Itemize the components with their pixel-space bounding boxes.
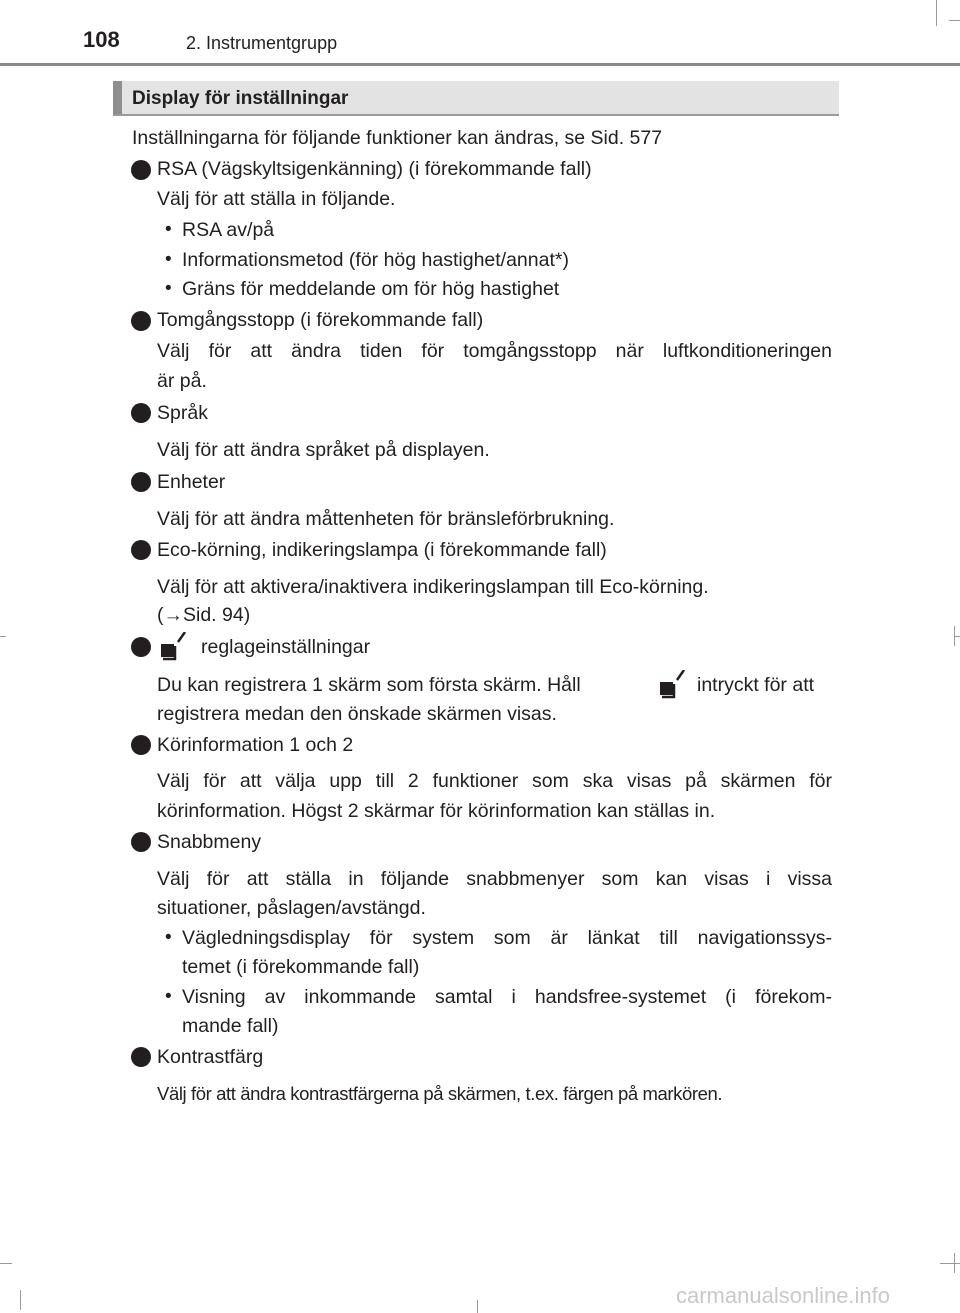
item-idle-title: Tomgångsstopp (i förekommande fall) [157,309,484,331]
item-switch-desc-line1b: intryckt för att [697,674,815,696]
item-idle-desc-line2: är på. [157,370,207,392]
bullet-icon [131,472,151,492]
crop-mark [20,1290,21,1310]
item-quick-menu-sub2-line1: Visning av inkommande samtal i handsfree-systemet (i förekom- [182,986,832,1008]
item-drive-info-desc-line2: körinformation. Högst 2 skärmar för körinformation kan ställas in. [157,800,716,822]
bullet-icon [131,540,151,560]
sub-bullet: • [165,249,172,270]
item-rsa-desc: Välj för att ställa in följande. [157,188,396,210]
item-eco-desc-line2: (→Sid. 94) [157,604,251,626]
item-drive-info-desc-line1: Välj för att välja upp till 2 funktioner som ska visas på skärmen för [157,770,832,792]
watermark: carmanualsonline.info [676,1283,891,1308]
crop-mark [949,20,960,21]
item-units-title: Enheter [157,471,226,493]
bullet-icon [131,832,151,852]
item-quick-menu-sub1-line2: temet (i förekommande fall) [182,956,420,978]
bullet-icon [131,160,151,180]
item-switch-desc-line2: registrera medan den önskade skärmen visas. [157,703,557,725]
item-contrast-desc: Välj för att ändra kontrastfärgerna på skärmen, t.ex. färgen på markören. [157,1083,723,1104]
sub-bullet: • [165,927,172,948]
item-language-desc: Välj för att ändra språket på displayen. [157,439,490,461]
sub-bullet: • [165,278,172,299]
item-rsa-sub: RSA av/på [182,219,275,241]
item-rsa-sub: Informationsmetod (för hög hastighet/annat*) [182,249,569,271]
crop-mark [477,1300,478,1313]
section-heading-bar [113,81,122,114]
item-rsa-sub: Gräns för meddelande om för hög hastighet [182,278,560,300]
item-eco-desc-line1: Välj för att aktivera/inaktivera indikeringslampan till Eco-körning. [157,576,709,598]
intro-text: Inställningarna för följande funktioner kan ändras, se Sid. 577 [132,127,663,149]
item-drive-info-title: Körinformation 1 och 2 [157,734,354,756]
item-contrast-title: Kontrastfärg [157,1046,264,1068]
item-quick-menu-title: Snabbmeny [157,831,262,853]
crop-mark [954,626,955,646]
item-switch-desc-line1a: Du kan registrera 1 skärm som första skärm. Håll [157,674,581,696]
bullet-icon [131,403,151,423]
display-switch-icon [159,632,187,662]
item-quick-menu-desc-line1: Välj för att ställa in följande snabbmenyer som kan visas i vissa [157,868,832,890]
section-title: Display för inställningar [132,88,349,109]
crop-mark [940,1263,960,1264]
crop-mark [0,1263,12,1264]
item-quick-menu-sub2-line2: mande fall) [182,1015,279,1037]
item-switch-title: reglageinställningar [201,636,371,658]
sub-bullet: • [165,219,172,240]
item-rsa-title: RSA (Vägskyltsigenkänning) (i förekommande fall) [157,158,592,180]
crop-mark [0,636,6,637]
bullet-icon [131,637,151,657]
crop-mark [954,1253,955,1273]
bullet-icon [131,1047,151,1067]
item-quick-menu-sub1-line1: Vägledningsdisplay för system som är länkat till navigationssys- [182,927,832,949]
sub-bullet: • [165,986,172,1007]
crop-mark [936,0,937,26]
page-number: 108 [83,27,120,52]
header-rule [0,63,960,66]
display-switch-icon [658,670,686,700]
bullet-icon [131,735,151,755]
item-units-desc: Välj för att ändra måttenheten för bränsleförbrukning. [157,508,615,530]
item-language-title: Språk [157,402,208,424]
item-eco-title: Eco-körning, indikeringslampa (i förekommande fall) [157,539,607,561]
item-quick-menu-desc-line2: situationer, påslagen/avstängd. [157,897,426,919]
chapter-title: 2. Instrumentgrupp [186,33,338,53]
item-idle-desc-line1: Välj för att ändra tiden för tomgångsstopp när luftkonditioneringen [157,340,832,362]
bullet-icon [131,311,151,331]
